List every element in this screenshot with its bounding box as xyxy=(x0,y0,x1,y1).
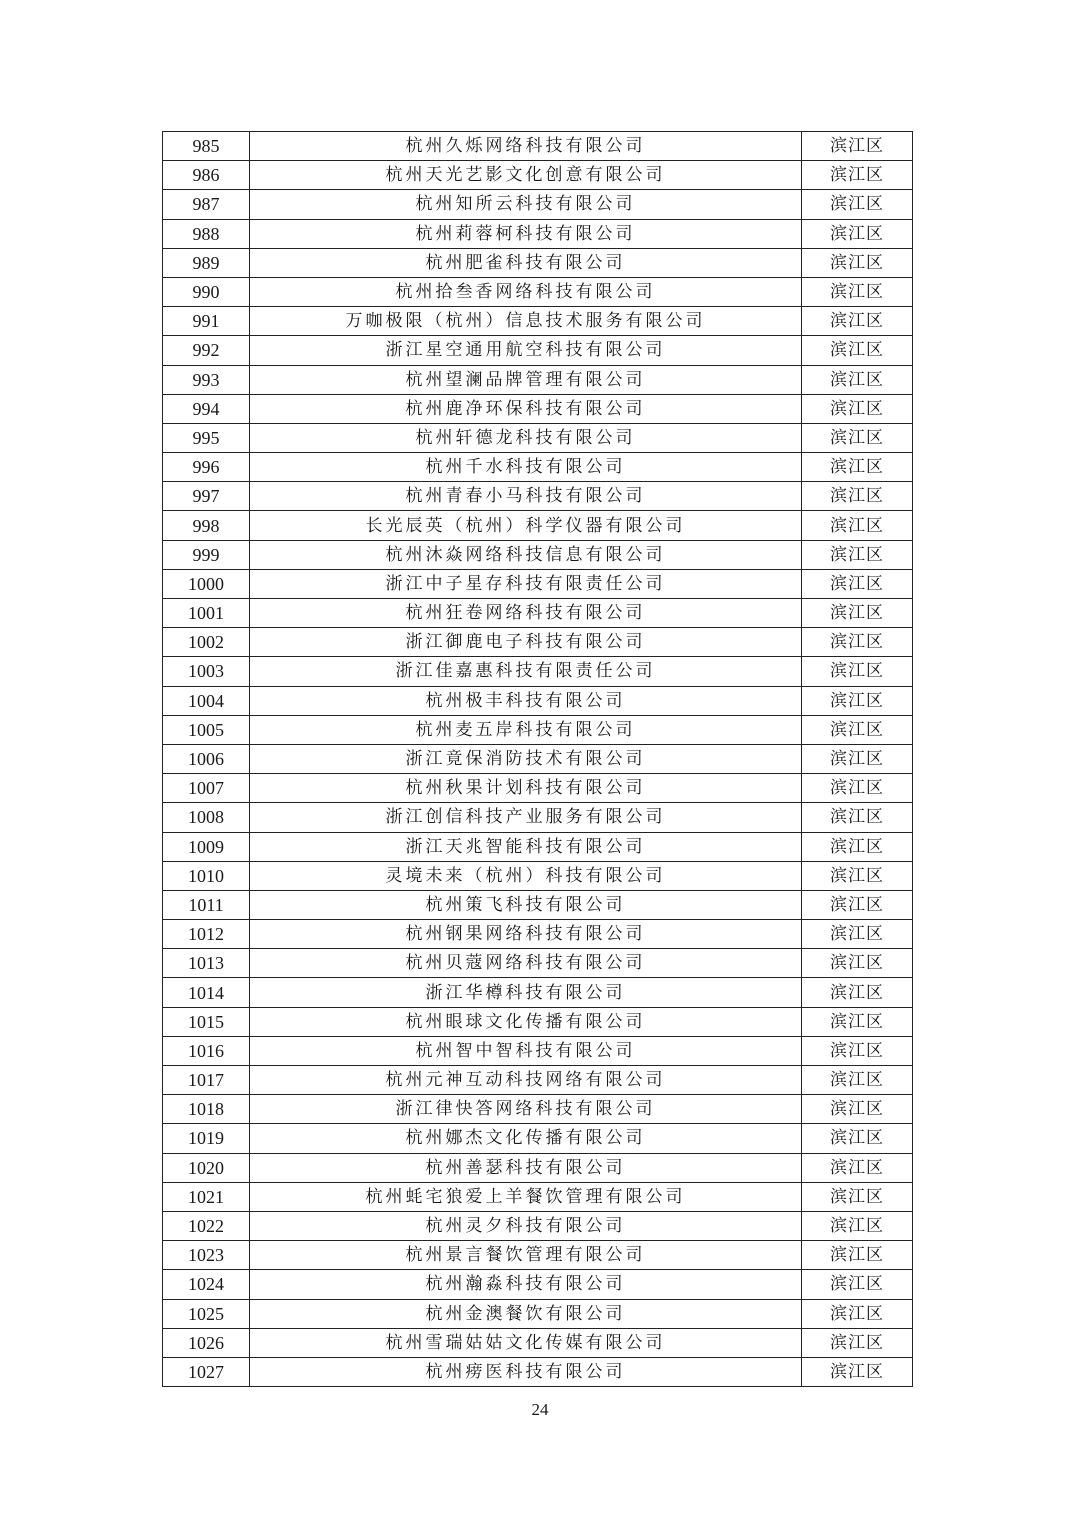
table-row xyxy=(163,657,913,686)
district-cell: 滨江区 xyxy=(802,832,913,861)
row-number-cell: 1006 xyxy=(163,744,250,773)
table-row xyxy=(163,890,913,919)
district-cell: 滨江区 xyxy=(802,949,913,978)
row-number-cell: 994 xyxy=(163,394,250,423)
table-row xyxy=(163,1328,913,1357)
table-body xyxy=(163,132,913,1387)
table-row xyxy=(163,774,913,803)
row-number-cell: 1012 xyxy=(163,920,250,949)
table-row xyxy=(163,482,913,511)
table-row xyxy=(163,423,913,452)
district-cell: 滨江区 xyxy=(802,1095,913,1124)
row-number-cell: 1023 xyxy=(163,1241,250,1270)
table-row xyxy=(163,949,913,978)
district-cell: 滨江区 xyxy=(802,248,913,277)
district-cell: 滨江区 xyxy=(802,482,913,511)
row-number-cell: 1022 xyxy=(163,1211,250,1240)
table-row xyxy=(163,599,913,628)
row-number-cell: 1018 xyxy=(163,1095,250,1124)
row-number-cell: 992 xyxy=(163,336,250,365)
row-number-cell: 997 xyxy=(163,482,250,511)
table-row xyxy=(163,1182,913,1211)
row-number-cell: 1002 xyxy=(163,628,250,657)
district-cell: 滨江区 xyxy=(802,890,913,919)
district-cell: 滨江区 xyxy=(802,540,913,569)
company-name-cell: 杭州鹿净环保科技有限公司 xyxy=(250,394,802,423)
table-row xyxy=(163,1357,913,1386)
row-number-cell: 1015 xyxy=(163,1007,250,1036)
company-name-cell: 杭州久烁网络科技有限公司 xyxy=(250,132,802,161)
district-cell: 滨江区 xyxy=(802,1241,913,1270)
company-name-cell: 浙江竟保消防技术有限公司 xyxy=(250,744,802,773)
row-number-cell: 986 xyxy=(163,161,250,190)
table-row xyxy=(163,715,913,744)
company-name-cell: 浙江华樽科技有限公司 xyxy=(250,978,802,1007)
district-cell: 滨江区 xyxy=(802,569,913,598)
district-cell: 滨江区 xyxy=(802,307,913,336)
table-row xyxy=(163,628,913,657)
company-name-cell: 杭州蚝宅狼爱上羊餐饮管理有限公司 xyxy=(250,1182,802,1211)
row-number-cell: 1013 xyxy=(163,949,250,978)
table-row xyxy=(163,1036,913,1065)
company-name-cell: 杭州极丰科技有限公司 xyxy=(250,686,802,715)
company-name-cell: 杭州千水科技有限公司 xyxy=(250,453,802,482)
company-name-cell: 浙江佳嘉惠科技有限责任公司 xyxy=(250,657,802,686)
row-number-cell: 1027 xyxy=(163,1357,250,1386)
company-name-cell: 杭州智中智科技有限公司 xyxy=(250,1036,802,1065)
company-name-cell: 杭州天光艺影文化创意有限公司 xyxy=(250,161,802,190)
district-cell: 滨江区 xyxy=(802,1357,913,1386)
company-list-table xyxy=(162,131,913,1387)
district-cell: 滨江区 xyxy=(802,453,913,482)
company-name-cell: 杭州策飞科技有限公司 xyxy=(250,890,802,919)
table-row xyxy=(163,1270,913,1299)
district-cell: 滨江区 xyxy=(802,1007,913,1036)
company-name-cell: 杭州元神互动科技网络有限公司 xyxy=(250,1066,802,1095)
district-cell: 滨江区 xyxy=(802,1153,913,1182)
row-number-cell: 991 xyxy=(163,307,250,336)
table-row xyxy=(163,803,913,832)
table-row xyxy=(163,540,913,569)
row-number-cell: 1021 xyxy=(163,1182,250,1211)
district-cell: 滨江区 xyxy=(802,132,913,161)
company-name-cell: 杭州知所云科技有限公司 xyxy=(250,190,802,219)
table-row xyxy=(163,1211,913,1240)
district-cell: 滨江区 xyxy=(802,190,913,219)
table-row xyxy=(163,132,913,161)
table-row xyxy=(163,569,913,598)
row-number-cell: 1024 xyxy=(163,1270,250,1299)
district-cell: 滨江区 xyxy=(802,365,913,394)
company-name-cell: 杭州眼球文化传播有限公司 xyxy=(250,1007,802,1036)
company-name-cell: 杭州轩德龙科技有限公司 xyxy=(250,423,802,452)
district-cell: 滨江区 xyxy=(802,686,913,715)
row-number-cell: 985 xyxy=(163,132,250,161)
company-name-cell: 杭州娜杰文化传播有限公司 xyxy=(250,1124,802,1153)
table-row xyxy=(163,1066,913,1095)
row-number-cell: 1014 xyxy=(163,978,250,1007)
table-row xyxy=(163,832,913,861)
row-number-cell: 1005 xyxy=(163,715,250,744)
district-cell: 滨江区 xyxy=(802,1036,913,1065)
row-number-cell: 1011 xyxy=(163,890,250,919)
district-cell: 滨江区 xyxy=(802,394,913,423)
company-name-cell: 万咖极限（杭州）信息技术服务有限公司 xyxy=(250,307,802,336)
company-name-cell: 浙江御鹿电子科技有限公司 xyxy=(250,628,802,657)
company-name-cell: 杭州青春小马科技有限公司 xyxy=(250,482,802,511)
company-name-cell: 杭州贝蔻网络科技有限公司 xyxy=(250,949,802,978)
district-cell: 滨江区 xyxy=(802,978,913,1007)
district-cell: 滨江区 xyxy=(802,774,913,803)
row-number-cell: 1020 xyxy=(163,1153,250,1182)
table-row xyxy=(163,190,913,219)
district-cell: 滨江区 xyxy=(802,628,913,657)
district-cell: 滨江区 xyxy=(802,744,913,773)
district-cell: 滨江区 xyxy=(802,1066,913,1095)
district-cell: 滨江区 xyxy=(802,277,913,306)
company-name-cell: 杭州麦五岸科技有限公司 xyxy=(250,715,802,744)
table-row xyxy=(163,978,913,1007)
row-number-cell: 1000 xyxy=(163,569,250,598)
table-row xyxy=(163,1124,913,1153)
row-number-cell: 990 xyxy=(163,277,250,306)
table-row xyxy=(163,1007,913,1036)
company-name-cell: 浙江中子星存科技有限责任公司 xyxy=(250,569,802,598)
company-name-cell: 杭州莉蓉柯科技有限公司 xyxy=(250,219,802,248)
row-number-cell: 1004 xyxy=(163,686,250,715)
district-cell: 滨江区 xyxy=(802,715,913,744)
district-cell: 滨江区 xyxy=(802,1270,913,1299)
table-row xyxy=(163,307,913,336)
table-row xyxy=(163,686,913,715)
district-cell: 滨江区 xyxy=(802,511,913,540)
row-number-cell: 1007 xyxy=(163,774,250,803)
table-row xyxy=(163,1299,913,1328)
row-number-cell: 987 xyxy=(163,190,250,219)
company-name-cell: 浙江星空通用航空科技有限公司 xyxy=(250,336,802,365)
table-row xyxy=(163,1153,913,1182)
company-name-cell: 灵境未来（杭州）科技有限公司 xyxy=(250,861,802,890)
row-number-cell: 999 xyxy=(163,540,250,569)
row-number-cell: 1003 xyxy=(163,657,250,686)
page-number: 24 xyxy=(531,1400,549,1419)
district-cell: 滨江区 xyxy=(802,861,913,890)
company-name-cell: 浙江创信科技产业服务有限公司 xyxy=(250,803,802,832)
table-row xyxy=(163,365,913,394)
row-number-cell: 998 xyxy=(163,511,250,540)
district-cell: 滨江区 xyxy=(802,219,913,248)
company-name-cell: 杭州拾叁香网络科技有限公司 xyxy=(250,277,802,306)
row-number-cell: 1001 xyxy=(163,599,250,628)
district-cell: 滨江区 xyxy=(802,803,913,832)
table-row xyxy=(163,336,913,365)
company-name-cell: 杭州肥雀科技有限公司 xyxy=(250,248,802,277)
district-cell: 滨江区 xyxy=(802,657,913,686)
table-row xyxy=(163,511,913,540)
company-name-cell: 杭州雪瑞姑姑文化传媒有限公司 xyxy=(250,1328,802,1357)
company-name-cell: 杭州痨医科技有限公司 xyxy=(250,1357,802,1386)
district-cell: 滨江区 xyxy=(802,1328,913,1357)
table-row xyxy=(163,1095,913,1124)
district-cell: 滨江区 xyxy=(802,1211,913,1240)
row-number-cell: 993 xyxy=(163,365,250,394)
table-row xyxy=(163,219,913,248)
company-name-cell: 杭州秋果计划科技有限公司 xyxy=(250,774,802,803)
table-row xyxy=(163,920,913,949)
row-number-cell: 1017 xyxy=(163,1066,250,1095)
district-cell: 滨江区 xyxy=(802,599,913,628)
table-row xyxy=(163,1241,913,1270)
company-name-cell: 浙江律快答网络科技有限公司 xyxy=(250,1095,802,1124)
district-cell: 滨江区 xyxy=(802,336,913,365)
district-cell: 滨江区 xyxy=(802,423,913,452)
row-number-cell: 995 xyxy=(163,423,250,452)
company-name-cell: 杭州景言餐饮管理有限公司 xyxy=(250,1241,802,1270)
row-number-cell: 1010 xyxy=(163,861,250,890)
district-cell: 滨江区 xyxy=(802,161,913,190)
row-number-cell: 1016 xyxy=(163,1036,250,1065)
table-row xyxy=(163,248,913,277)
company-name-cell: 杭州沐焱网络科技信息有限公司 xyxy=(250,540,802,569)
table-row xyxy=(163,453,913,482)
company-name-cell: 杭州金澳餐饮有限公司 xyxy=(250,1299,802,1328)
company-name-cell: 浙江天兆智能科技有限公司 xyxy=(250,832,802,861)
row-number-cell: 988 xyxy=(163,219,250,248)
company-name-cell: 杭州灵夕科技有限公司 xyxy=(250,1211,802,1240)
company-name-cell: 长光辰英（杭州）科学仪器有限公司 xyxy=(250,511,802,540)
district-cell: 滨江区 xyxy=(802,920,913,949)
district-cell: 滨江区 xyxy=(802,1299,913,1328)
table-row xyxy=(163,161,913,190)
company-name-cell: 杭州狂卷网络科技有限公司 xyxy=(250,599,802,628)
row-number-cell: 1009 xyxy=(163,832,250,861)
row-number-cell: 1025 xyxy=(163,1299,250,1328)
company-name-cell: 杭州瀚淼科技有限公司 xyxy=(250,1270,802,1299)
row-number-cell: 989 xyxy=(163,248,250,277)
district-cell: 滨江区 xyxy=(802,1124,913,1153)
table-row xyxy=(163,744,913,773)
row-number-cell: 1019 xyxy=(163,1124,250,1153)
company-name-cell: 杭州善瑟科技有限公司 xyxy=(250,1153,802,1182)
row-number-cell: 1008 xyxy=(163,803,250,832)
row-number-cell: 1026 xyxy=(163,1328,250,1357)
company-name-cell: 杭州钢果网络科技有限公司 xyxy=(250,920,802,949)
table-row xyxy=(163,394,913,423)
table-row xyxy=(163,861,913,890)
table-row xyxy=(163,277,913,306)
row-number-cell: 996 xyxy=(163,453,250,482)
district-cell: 滨江区 xyxy=(802,1182,913,1211)
company-name-cell: 杭州望澜品牌管理有限公司 xyxy=(250,365,802,394)
